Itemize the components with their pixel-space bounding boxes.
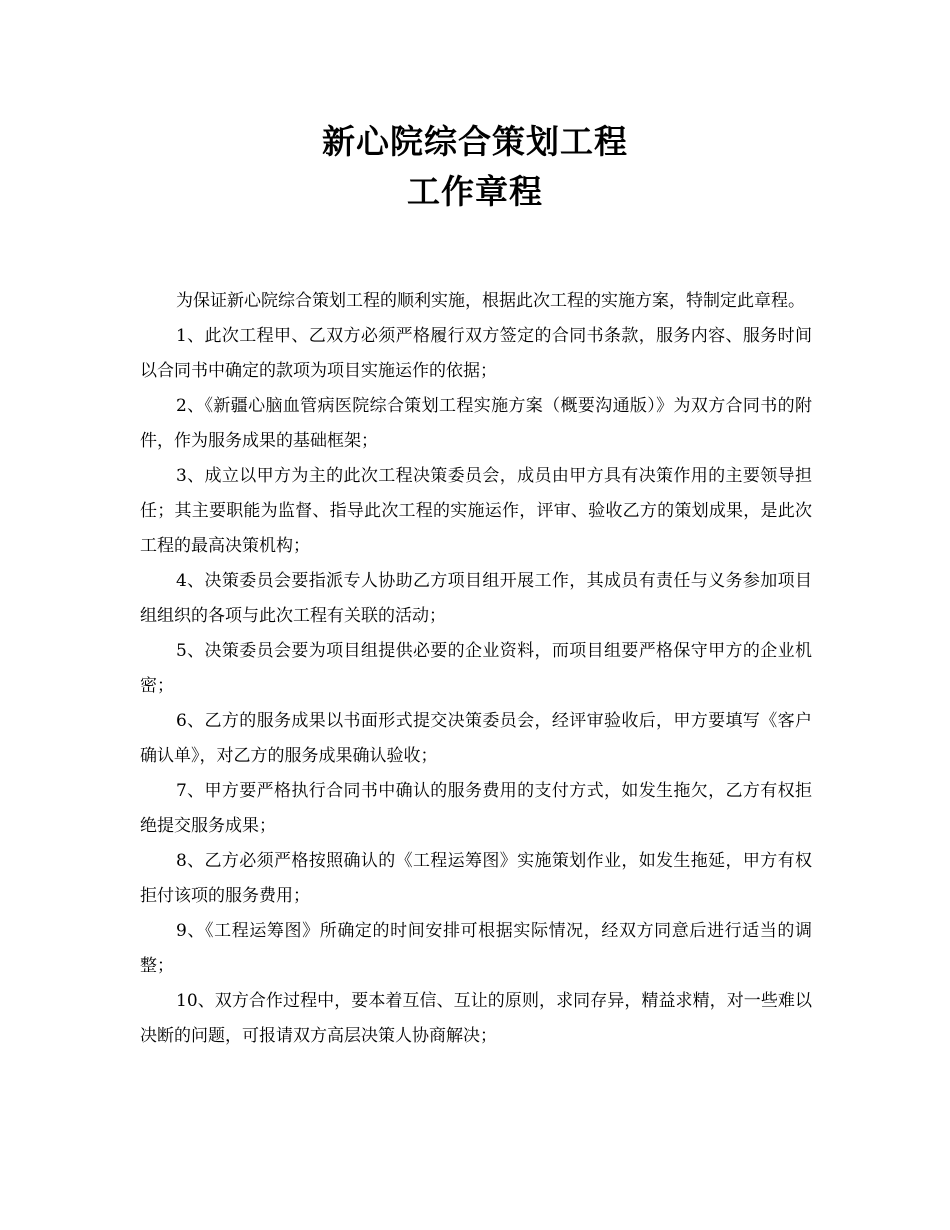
document-subtitle: 工作章程 — [407, 172, 543, 211]
intro-paragraph: 为保证新心院综合策划工程的顺利实施，根据此次工程的实施方案，特制定此章程。 — [176, 291, 805, 311]
clause-paragraph: 6、乙方的服务成果以书面形式提交决策委员会，经评审验收后，甲方要填写《客户确认单》，对乙方的服务成果确认验收； — [140, 711, 812, 766]
clause-paragraph: 9、《工程运筹图》所确定的时间安排可根据实际情况，经双方同意后进行适当的调整； — [140, 921, 812, 976]
clause-paragraph: 8、乙方必须严格按照确认的《工程运筹图》实施策划作业，如发生拖延，甲方有权拒付该项的服务费用； — [140, 851, 812, 906]
clause-paragraph: 4、决策委员会要指派专人协助乙方项目组开展工作，其成员有责任与义务参加项目组组织的各项与此次工程有关联的活动； — [140, 571, 812, 626]
clause-paragraph: 3、成立以甲方为主的此次工程决策委员会，成员由甲方具有决策作用的主要领导担任；其主要职能为监督、指导此次工程的实施运作，评审、验收乙方的策划成果，是此次工程的最高决策机构； — [140, 466, 812, 556]
clause-paragraph: 2、《新疆心脑血管病医院综合策划工程实施方案（概要沟通版）》为双方合同书的附件，作为服务成果的基础框架； — [140, 396, 812, 451]
document-title: 新心院综合策划工程 — [322, 122, 628, 161]
clause-paragraph: 7、甲方要严格执行合同书中确认的服务费用的支付方式，如发生拖欠，乙方有权拒绝提交服务成果； — [140, 781, 812, 836]
clause-paragraph: 10、双方合作过程中，要本着互信、互让的原则，求同存异，精益求精，对一些难以决断的问题，可报请双方高层决策人协商解决； — [140, 991, 812, 1046]
clause-paragraph: 1、此次工程甲、乙双方必须严格履行双方签定的合同书条款，服务内容、服务时间以合同书中确定的款项为项目实施运作的依据； — [140, 326, 812, 381]
document-body — [140, 284, 812, 1054]
clause-paragraph: 5、决策委员会要为项目组提供必要的企业资料，而项目组要严格保守甲方的企业机密； — [140, 641, 812, 696]
